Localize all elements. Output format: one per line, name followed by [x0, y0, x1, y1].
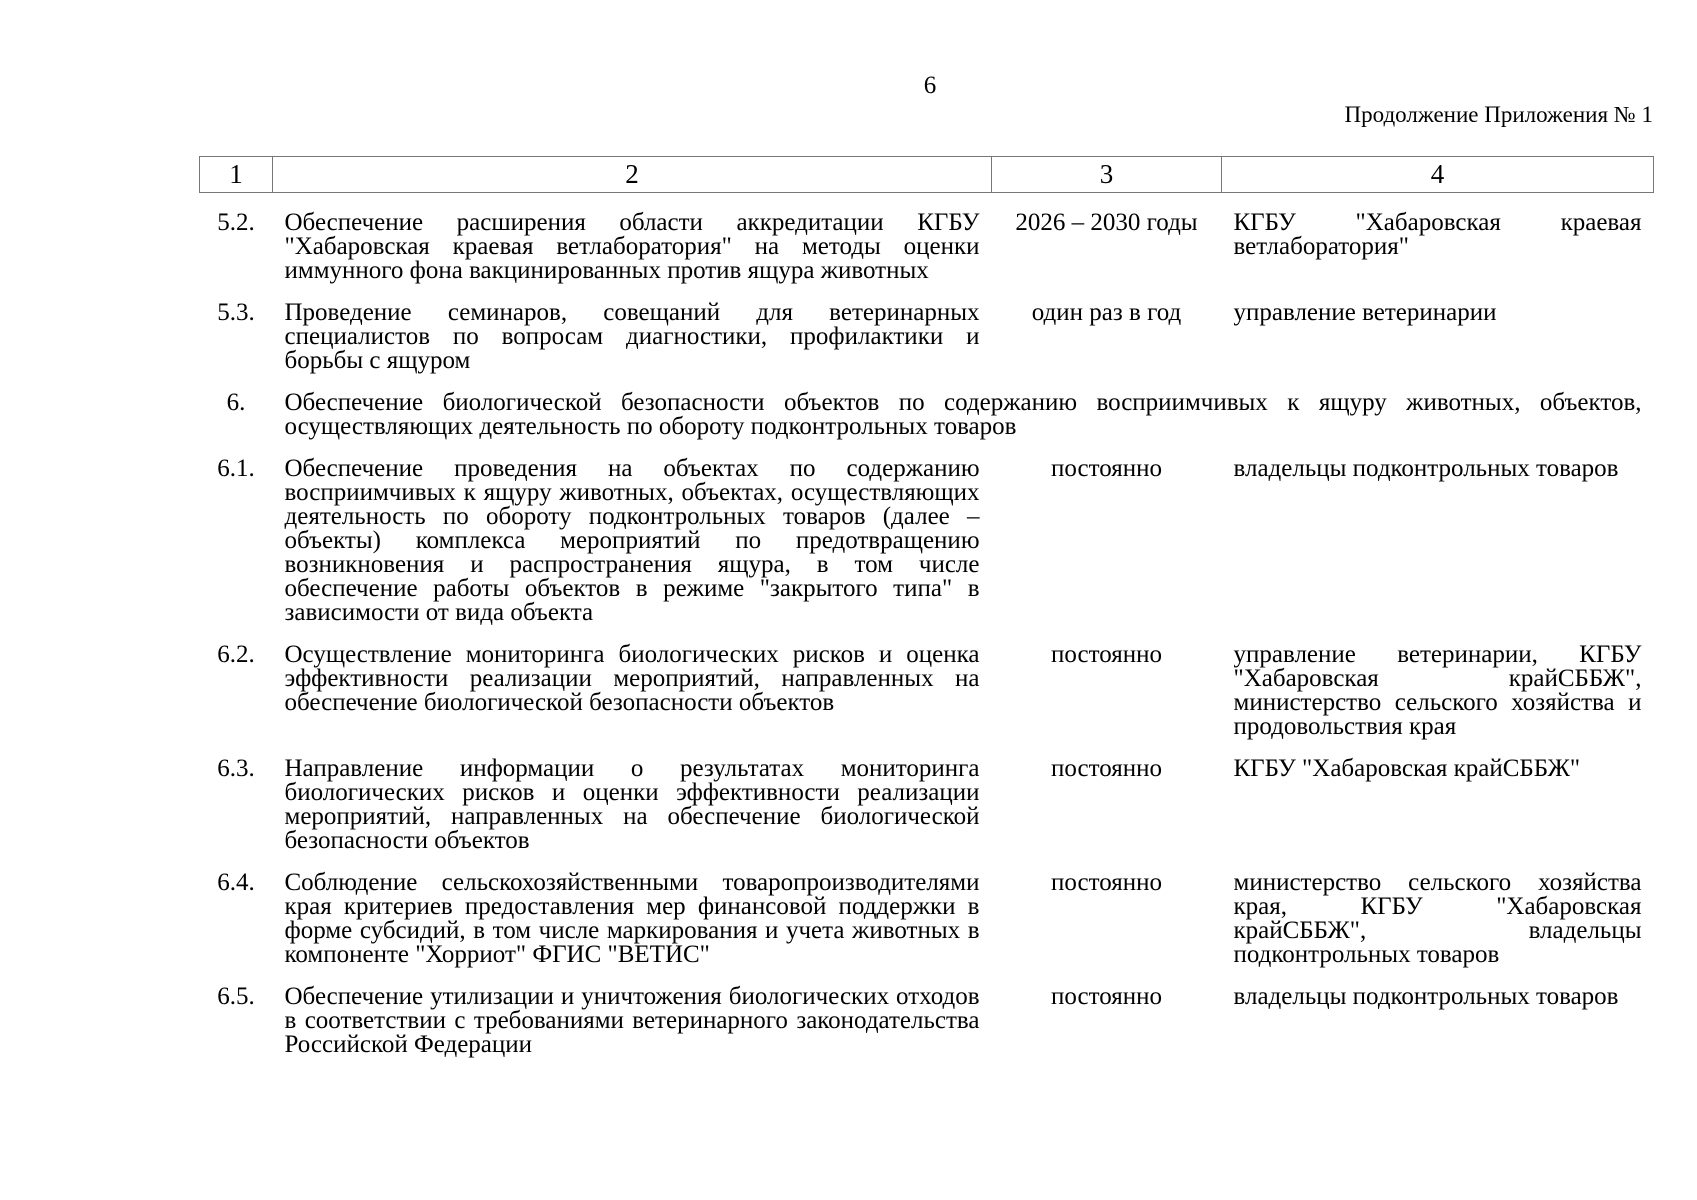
table-header [200, 157, 1654, 193]
row-term: 2026 – 2030 годы [1015, 209, 1198, 236]
header-col-responsible: 4 [1222, 157, 1654, 193]
table-row [200, 859, 1654, 973]
section-title: Обеспечение биологической безопасности объектов по содержанию восприимчивых к ящуру животных, объектов, осуществляющих деятельность по обороту подконтрольных товаров [284, 389, 1642, 440]
row-number: 6.5. [217, 983, 255, 1010]
row-responsible: КГБУ "Хабаровская краевая ветлаборатория" [1233, 209, 1642, 260]
row-activity: Направление информации о результатах мониторинга биологических рисков и оценки эффективности реализации мероприятий, направленных на обеспечение биологической безопасности объектов [284, 755, 980, 854]
row-term: постоянно [1051, 641, 1162, 668]
row-number: 5.2. [217, 209, 255, 236]
row-number: 6.4. [217, 869, 255, 896]
row-activity: Обеспечение проведения на объектах по содержанию восприимчивых к ящуру животных, объектах, осуществляющих деятельность по обороту подконтрольных товаров (далее – объекты) комплекса мероприятий по предотвращению возникновения и распространения ящура, в том числе обеспечение работы объектов в режиме "закрытого типа" в зависимости от вида объекта [284, 455, 980, 626]
measures-table [199, 156, 1654, 1063]
row-number: 6.2. [217, 641, 255, 668]
header-row [200, 157, 1654, 193]
row-responsible: владельцы подконтрольных товаров [1233, 455, 1619, 482]
row-number: 5.3. [217, 299, 255, 326]
header-col-number: 1 [200, 157, 273, 193]
section-row [200, 379, 1654, 445]
row-term: постоянно [1051, 983, 1162, 1010]
table-row [200, 973, 1654, 1063]
row-term: постоянно [1051, 455, 1162, 482]
header-col-term: 3 [992, 157, 1222, 193]
table-row [200, 445, 1654, 631]
row-term: постоянно [1051, 869, 1162, 896]
row-activity: Обеспечение утилизации и уничтожения биологических отходов в соответствии с требованиями ветеринарного законодательства Российской Федерации [284, 983, 980, 1058]
row-activity: Проведение семинаров, совещаний для ветеринарных специалистов по вопросам диагностики, профилактики и борьбы с ящуром [284, 299, 980, 374]
table-row [200, 631, 1654, 745]
row-number: 6.3. [217, 755, 255, 782]
page-number: 6 [923, 72, 937, 99]
row-responsible: министерство сельского хозяйства края, КГБУ "Хабаровская крайСББЖ", владельцы подконтрольных товаров [1233, 869, 1642, 968]
row-activity: Обеспечение расширения области аккредитации КГБУ "Хабаровская краевая ветлаборатория" на методы оценки иммунного фона вакцинированных против ящура животных [284, 209, 980, 284]
header-col-activity: 2 [273, 157, 992, 193]
row-responsible: КГБУ "Хабаровская крайСББЖ" [1233, 755, 1581, 782]
appendix-continuation-title: Продолжение Приложения № 1 [1344, 102, 1653, 127]
table-row [200, 193, 1654, 290]
row-responsible: управление ветеринарии [1233, 299, 1497, 326]
row-responsible: владельцы подконтрольных товаров [1233, 983, 1619, 1010]
row-number: 6.1. [217, 455, 255, 482]
table-row [200, 745, 1654, 859]
row-term: один раз в год [1031, 299, 1182, 326]
row-activity: Соблюдение сельскохозяйственными товаропроизводителями края критериев предоставления мер финансовой поддержки в форме субсидий, в том числе маркирования и учета животных в компоненте "Хорриот" ФГИС "ВЕТИС" [284, 869, 980, 968]
row-term: постоянно [1051, 755, 1162, 782]
table-row [200, 289, 1654, 379]
section-number: 6. [226, 389, 246, 416]
row-responsible: управление ветеринарии, КГБУ "Хабаровская крайСББЖ", министерство сельского хозяйства и продовольствия края [1233, 641, 1642, 740]
row-activity: Осуществление мониторинга биологических рисков и оценка эффективности реализации мероприятий, направленных на обеспечение биологической безопасности объектов [284, 641, 980, 716]
